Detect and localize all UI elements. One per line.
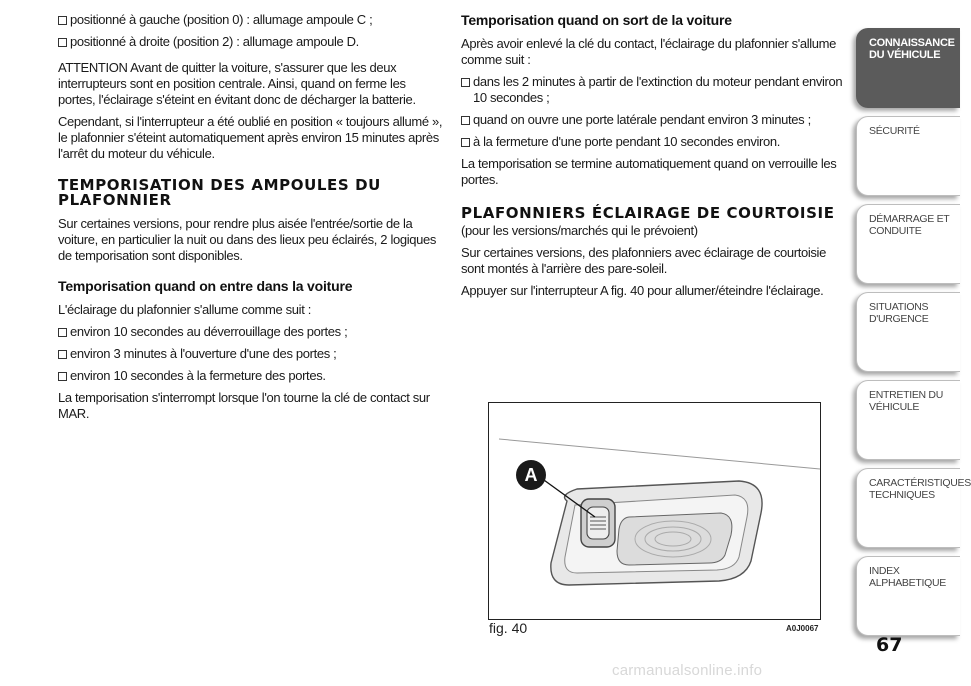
courtoisie-paragraph-2: Appuyer sur l'interrupteur A fig. 40 pour allumer/éteindre l'éclairage. xyxy=(461,283,824,298)
tab-label: CONNAISSANCE DU VÉHICULE xyxy=(869,37,955,61)
tab-connaissance[interactable] xyxy=(856,28,960,108)
watermark: carmanualsonline.info xyxy=(612,662,763,679)
section-intro: Sur certaines versions, pour rendre plus aisée l'entrée/sortie de la voiture, en particulier la nuit ou dans des lieux peu éclairés, 2 logiques de temporisation sont disponibles. xyxy=(58,216,437,263)
exit-intro: Après avoir enlevé la clé du contact, l'éclairage du plafonnier s'allume comme suit : xyxy=(461,36,837,67)
list-item: quand on ouvre une porte latérale pendant environ 3 minutes ; xyxy=(461,112,849,128)
tab-securite[interactable] xyxy=(856,116,960,196)
middle-column xyxy=(461,12,849,305)
list-item: environ 10 secondes au déverrouillage des portes ; xyxy=(58,324,444,340)
figure-code: A0J0067 xyxy=(786,624,819,633)
section-title-courtoisie: PLAFONNIERS ÉCLAIRAGE DE COURTOISIE xyxy=(461,204,835,222)
list-item: à la fermeture d'une porte pendant 10 secondes environ. xyxy=(461,134,849,150)
callout-label-a: A xyxy=(524,465,538,485)
sun-visor-light-drawing xyxy=(489,403,820,619)
entry-outro: La temporisation s'interrompt lorsque l'on tourne la clé de contact sur MAR. xyxy=(58,390,430,421)
chapter-tabs xyxy=(856,28,971,638)
subsection-title-exit: Temporisation quand on sort de la voiture xyxy=(461,12,732,28)
exit-outro: La temporisation se termine automatiquement quand on verrouille les portes. xyxy=(461,156,837,187)
subsection-title-entry: Temporisation quand on entre dans la voiture xyxy=(58,278,353,294)
figure-illustration xyxy=(488,402,821,620)
section-note: (pour les versions/marchés qui le prévoient) xyxy=(461,223,698,238)
list-item: positionné à droite (position 2) : allumage ampoule D. xyxy=(58,34,444,50)
page-number: 67 xyxy=(876,634,903,656)
tab-situations[interactable] xyxy=(856,292,960,372)
attention-paragraph: ATTENTION Avant de quitter la voiture, s'assurer que les deux interrupteurs sont en position centrale. Ainsi, quand on ferme les portes, l'éclairage s'éteint en évitant donc de décharger la batterie. xyxy=(58,60,416,107)
left-column xyxy=(58,12,444,428)
forgotten-switch-paragraph: Cependant, si l'interrupteur a été oublié en position « toujours allumé », le plafonnier s'éteint automatiquement après environ 15 minutes après l'arrêt du moteur du véhicule. xyxy=(58,114,443,161)
entry-intro: L'éclairage du plafonnier s'allume comme suit : xyxy=(58,302,311,317)
list-item: dans les 2 minutes à partir de l'extinction du moteur pendant environ 10 secondes ; xyxy=(461,74,849,106)
list-item: positionné à gauche (position 0) : allumage ampoule C ; xyxy=(58,12,444,28)
callout-badge-a xyxy=(516,460,546,490)
tab-index[interactable] xyxy=(856,556,960,636)
tab-demarrage[interactable] xyxy=(856,204,960,284)
courtoisie-paragraph-1: Sur certaines versions, des plafonniers avec éclairage de courtoisie sont montés à l'arrière des pare-soleil. xyxy=(461,245,826,276)
tab-label: ENTRETIEN DU VÉHICULE xyxy=(869,389,943,413)
tab-label: SÉCURITÉ xyxy=(869,125,920,137)
tab-caracteristiques[interactable] xyxy=(856,468,971,548)
tab-label: CARACTÉRISTIQUES TECHNIQUES xyxy=(869,477,971,501)
figure-caption: fig. 40 xyxy=(489,620,528,636)
tab-label: SITUATIONS D'URGENCE xyxy=(869,301,929,325)
tab-label: INDEX ALPHABETIQUE xyxy=(869,565,946,589)
section-title-temporisation: TEMPORISATION DES AMPOULES DU PLAFONNIER xyxy=(58,176,381,209)
tab-entretien[interactable] xyxy=(856,380,960,460)
list-item: environ 10 secondes à la fermeture des portes. xyxy=(58,368,444,384)
list-item: environ 3 minutes à l'ouverture d'une des portes ; xyxy=(58,346,444,362)
tab-label: DÉMARRAGE ET CONDUITE xyxy=(869,213,950,237)
